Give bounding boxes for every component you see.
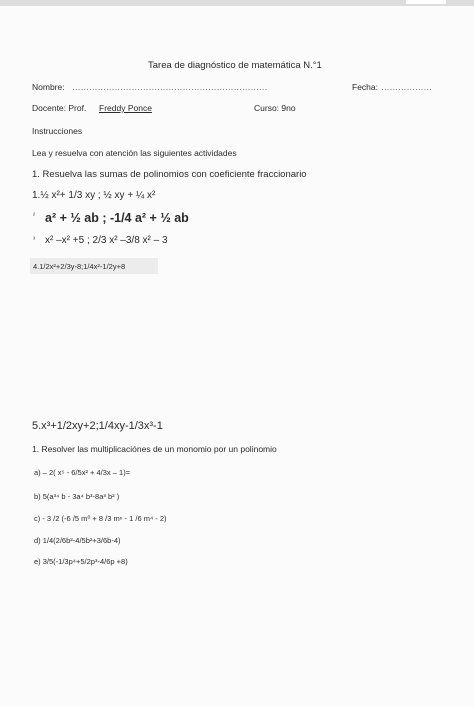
section1-item-2: a² + ½ ab ; -1/4 a² + ½ ab [45, 211, 189, 225]
fecha-line: ……………… [381, 82, 432, 92]
section2-heading: 1. Resolver las multiplicaciónes de un monomio por un polinomio [32, 444, 277, 454]
nombre-line: …………………………………………………………… [72, 82, 268, 92]
docente-name: Freddy Ponce [99, 103, 152, 113]
section2-item-c: c) - 3 /2 (-6 /5 m⁰ + 8 /3 mⁿ - 1 /6 m⁴ - 2) [34, 514, 167, 523]
section2-item-a: a) – 2( x⁵ - 6/5x² + 4/3x – 1)= [34, 468, 131, 477]
document-page [0, 6, 474, 707]
item-3-marker: ³ [33, 237, 35, 243]
section1-heading: 1. Resuelva las sumas de polinomios con coeficiente fraccionario [32, 169, 307, 180]
section1-item-3: x² –x² +5 ; 2/3 x² –3/8 x² – 3 [45, 235, 168, 246]
document-title: Tarea de diagnóstico de matemática N.°1 [148, 60, 322, 71]
nombre-label: Nombre: [32, 82, 65, 92]
section2-item-e: e) 3/5(-1/3p⁴+5/2p³-4/6p +8) [34, 557, 128, 566]
curso-label: Curso: 9no [254, 103, 296, 113]
fecha-label: Fecha: [352, 82, 378, 92]
docente-label: Docente: Prof. [32, 103, 87, 113]
section1-item-4: 4.1/2x²+2/3y-8;1/4x²-1/2y+8 [33, 262, 126, 271]
section1-item-1: 1.½ x²+ 1/3 xy ; ½ xy + ¼ x² [32, 190, 156, 201]
item-2-marker: ² [33, 213, 35, 219]
status-indicator [406, 0, 446, 4]
section2-item-d: d) 1/4(2/6b²-4/5b²+3/6b-4) [34, 536, 121, 545]
section2-item-b: b) 5(a³⁴ b - 3a⁴ b³-8a³ b² ) [34, 492, 120, 501]
section1-item-5: 5.x³+1/2xy+2;1/4xy-1/3x³-1 [32, 420, 163, 432]
instructions-text: Lea y resuelva con atención las siguientes actividades [32, 148, 237, 158]
instructions-label: Instrucciones [32, 126, 83, 136]
